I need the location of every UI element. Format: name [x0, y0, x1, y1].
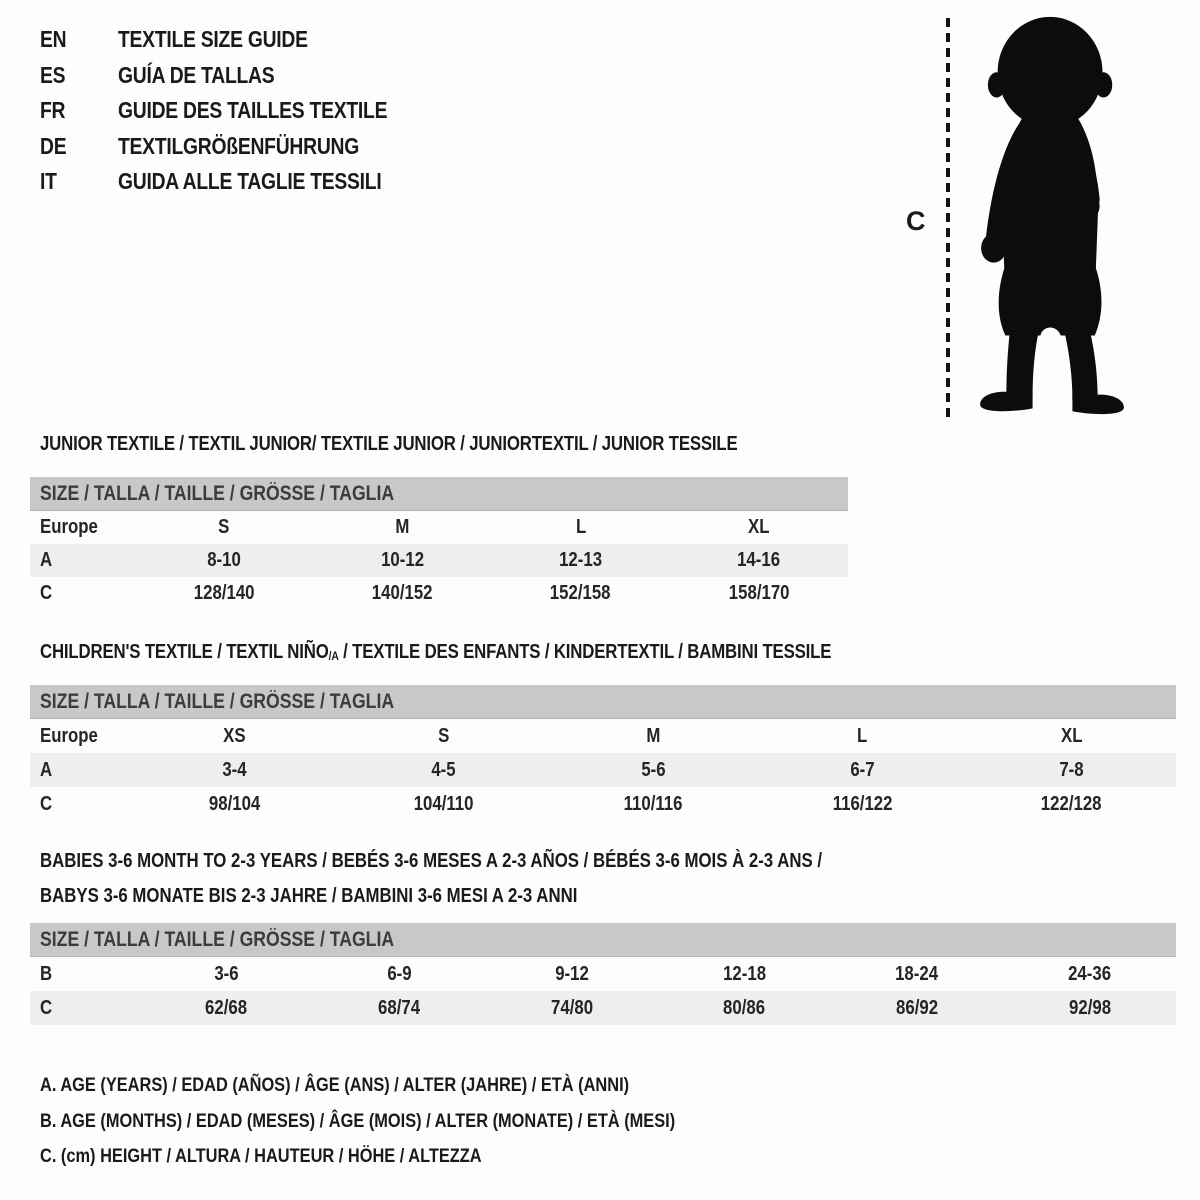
table-cell: S [438, 724, 450, 747]
lang-title: GUIDA ALLE TAGLIE TESSILI [118, 168, 382, 194]
table-cell: XS [223, 724, 246, 747]
table-cell: 152/158 [550, 582, 611, 604]
junior-header-row [30, 511, 848, 544]
table-cell: 110/116 [623, 792, 683, 815]
table-cell: 98/104 [208, 792, 261, 815]
table-cell: 68/74 [377, 996, 421, 1019]
junior-table [30, 511, 848, 610]
table-cell: 9-12 [554, 962, 589, 985]
table-cell: Europe [40, 516, 98, 538]
table-cell: L [575, 516, 586, 538]
table-cell: 5-6 [640, 758, 666, 781]
table-cell: 140/152 [372, 582, 433, 604]
junior-row-age [30, 544, 848, 577]
babies-row-height [30, 991, 1176, 1025]
legend-notes [40, 1068, 796, 1175]
lang-row-fr [40, 97, 439, 133]
children-heading-text: CHILDREN'S TEXTILE / TEXTIL NIÑO/A / TEXTILE DES ENFANTS / KINDERTEXTIL / BAMBINI TESSILE [40, 641, 832, 664]
table-cell: C [40, 792, 53, 815]
table-cell: C [40, 582, 53, 604]
lang-row-de [40, 133, 439, 169]
lang-row-it [40, 168, 439, 204]
table-cell: 104/110 [413, 792, 474, 815]
table-cell: 122/128 [1041, 792, 1102, 815]
lang-title: GUÍA DE TALLAS [118, 61, 275, 88]
note-c: C. (cm) HEIGHT / ALTURA / HAUTEUR / HÖHE / ALTEZZA [40, 1145, 482, 1167]
table-cell: 86/92 [895, 996, 939, 1019]
table-cell: 92/98 [1068, 996, 1111, 1019]
lang-code: DE [40, 132, 67, 159]
table-cell: L [857, 724, 868, 747]
table-cell: 158/170 [728, 582, 790, 604]
language-title-list [40, 26, 439, 204]
toddler-silhouette-icon [962, 12, 1142, 420]
table-cell: S [218, 516, 230, 538]
table-cell: C [40, 996, 53, 1019]
table-cell: 74/80 [550, 996, 593, 1019]
table-cell: 80/86 [723, 996, 766, 1019]
lang-code: IT [40, 168, 57, 194]
children-header-row [30, 719, 1176, 753]
lang-row-en [40, 26, 439, 62]
table-cell: 3-4 [222, 758, 247, 781]
table-cell: A [40, 758, 53, 781]
table-cell: 6-7 [850, 758, 875, 781]
table-cell: 12-18 [722, 962, 766, 985]
junior-row-height [30, 577, 848, 610]
babies-section-heading [40, 844, 971, 914]
note-b: B. AGE (MONTHS) / EDAD (MESES) / ÂGE (MOIS) / ALTER (MONATE) / ETÀ (MESI) [40, 1109, 676, 1132]
children-row-age [30, 753, 1176, 787]
lang-code: EN [40, 26, 67, 52]
children-table [30, 719, 1176, 821]
table-cell: 12-13 [559, 549, 603, 571]
table-cell: M [646, 724, 661, 747]
junior-section-heading: JUNIOR TEXTILE / TEXTIL JUNIOR/ TEXTILE JUNIOR / JUNIORTEXTIL / JUNIOR TESSILE [40, 433, 738, 455]
babies-row-age-months [30, 957, 1176, 991]
children-section-heading [40, 641, 982, 664]
table-cell: 18-24 [895, 962, 939, 985]
lang-title: TEXTILE SIZE GUIDE [118, 26, 308, 52]
table-cell: 24-36 [1068, 962, 1112, 985]
babies-table [30, 957, 1176, 1025]
lang-title: TEXTILGRÖßENFÜHRUNG [118, 132, 360, 159]
note-a: A. AGE (YEARS) / EDAD (AÑOS) / ÂGE (ANS) / ALTER (JAHRE) / ETÀ (ANNI) [40, 1074, 630, 1096]
table-cell: 3-6 [214, 962, 239, 985]
table-cell: 62/68 [205, 996, 248, 1019]
table-cell: XL [1060, 724, 1083, 747]
heading-subscript: /A [328, 649, 339, 664]
height-measure-label: C [906, 206, 926, 236]
table-cell: 116/122 [832, 792, 893, 815]
children-size-bar: SIZE / TALLA / TAILLE / GRÖSSE / TAGLIA [30, 685, 1176, 719]
children-row-height [30, 787, 1176, 821]
lang-code: ES [40, 61, 66, 88]
lang-row-es [40, 62, 439, 98]
height-dimension-dashed-line [946, 18, 950, 418]
table-cell: M [395, 516, 410, 538]
table-cell: XL [748, 516, 770, 538]
table-cell: Europe [40, 724, 98, 747]
table-cell: 128/140 [193, 582, 255, 604]
table-cell: A [40, 549, 53, 571]
lang-title: GUIDE DES TAILLES TEXTILE [118, 97, 388, 123]
babies-heading-line1: BABIES 3-6 MONTH TO 2-3 YEARS / BEBÉS 3-6 MESES A 2-3 AÑOS / BÉBÉS 3-6 MOIS À 2-3 ANS / [40, 850, 823, 872]
lang-code: FR [40, 97, 66, 123]
table-cell: 8-10 [207, 549, 241, 571]
babies-size-bar: SIZE / TALLA / TAILLE / GRÖSSE / TAGLIA [30, 923, 1176, 957]
table-cell: B [40, 962, 53, 985]
table-cell: 14-16 [737, 549, 781, 571]
table-cell: 7-8 [1059, 758, 1084, 781]
babies-heading-line2: BABYS 3-6 MONATE BIS 2-3 JAHRE / BAMBINI 3-6 MESI A 2-3 ANNI [40, 885, 578, 907]
table-cell: 10-12 [380, 549, 424, 571]
table-cell: 4-5 [431, 758, 456, 781]
junior-size-bar: SIZE / TALLA / TAILLE / GRÖSSE / TAGLIA [30, 477, 848, 511]
table-cell: 6-9 [386, 962, 412, 985]
